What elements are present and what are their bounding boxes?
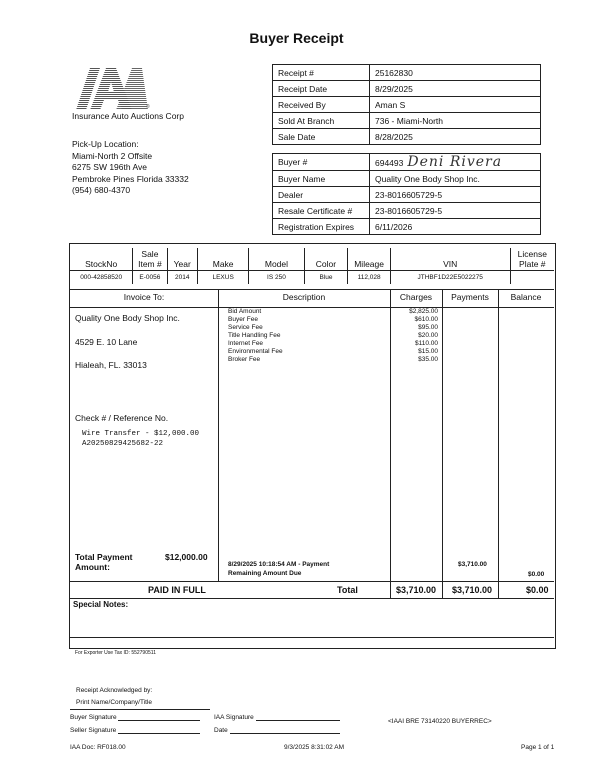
buyer-name: Quality One Body Shop Inc. bbox=[370, 171, 541, 187]
fee-row bbox=[228, 324, 438, 332]
pickup-line3: Pembroke Pines Florida 33332 bbox=[72, 173, 189, 184]
col-year: Year bbox=[167, 248, 197, 271]
page-number: Page 1 of 1 bbox=[521, 744, 555, 751]
sale-item: E-0056 bbox=[133, 271, 167, 285]
seller-signature-label: Seller Signature bbox=[70, 727, 117, 734]
pickup-location bbox=[72, 139, 189, 197]
buyer-signature-line bbox=[118, 720, 200, 721]
fee-amount: $2,825.00 bbox=[409, 308, 438, 315]
invoice-name: Quality One Body Shop Inc. bbox=[75, 313, 180, 323]
printed-date: 9/3/2025 8:31:02 AM bbox=[284, 744, 344, 751]
export-label: For Exporter Use Tax ID: 552790511 bbox=[75, 650, 156, 656]
fee-amount: $610.00 bbox=[414, 316, 438, 323]
reg-exp: 6/11/2026 bbox=[370, 219, 541, 235]
vehicle-table bbox=[70, 248, 554, 284]
col-make: Make bbox=[197, 248, 248, 271]
total-payments: $3,710.00 bbox=[452, 585, 493, 595]
plate bbox=[510, 271, 554, 285]
reg-exp-label: Registration Expires bbox=[273, 219, 370, 235]
payment-amount: $3,710.00 bbox=[458, 561, 487, 568]
iaa-logo bbox=[72, 64, 152, 112]
seller-signature-line bbox=[118, 733, 200, 734]
col-mileage: Mileage bbox=[348, 248, 391, 271]
buyer-info-table bbox=[272, 153, 541, 235]
fee-description: Internet Fee bbox=[228, 340, 264, 347]
fee-description: Buyer Fee bbox=[228, 316, 258, 323]
divider bbox=[442, 289, 443, 598]
divider bbox=[70, 637, 554, 638]
fee-description: Title Handling Fee bbox=[228, 332, 281, 339]
stock-no: 000-42858520 bbox=[70, 271, 133, 285]
mileage: 112,028 bbox=[348, 271, 391, 285]
check-label: Check # / Reference No. bbox=[75, 413, 169, 423]
buyer-no: 694493 bbox=[375, 158, 404, 168]
fee-description: Environmental Fee bbox=[228, 348, 283, 355]
page-title: Buyer Receipt bbox=[249, 30, 344, 46]
receipt-date-label: Receipt Date bbox=[273, 81, 370, 97]
resale-label: Resale Certificate # bbox=[273, 203, 370, 219]
iaa-signature-label: IAA Signature bbox=[214, 714, 254, 721]
invoice-address2: Hialeah, FL. 33013 bbox=[75, 360, 147, 370]
document-code: <IAAI BRE 73140220 BUYERREC> bbox=[388, 718, 492, 725]
date-line bbox=[230, 733, 340, 734]
buyer-name-label: Buyer Name bbox=[273, 171, 370, 187]
special-notes-label: Special Notes: bbox=[73, 600, 129, 609]
fee-description: Broker Fee bbox=[228, 356, 261, 363]
received-by-label: Received By bbox=[273, 97, 370, 113]
year: 2014 bbox=[167, 271, 197, 285]
received-by: Aman S bbox=[370, 97, 541, 113]
fee-amount: $110.00 bbox=[414, 340, 438, 347]
reference-line2: A20250829425682-22 bbox=[82, 440, 164, 448]
col-payments: Payments bbox=[451, 292, 489, 302]
total-balance: $0.00 bbox=[526, 585, 549, 595]
resale: 23-8016605729-5 bbox=[370, 203, 541, 219]
sale-date-label: Sale Date bbox=[273, 129, 370, 145]
fee-description: Service Fee bbox=[228, 324, 263, 331]
sold-at-label: Sold At Branch bbox=[273, 113, 370, 129]
sold-at: 736 - Miami-North bbox=[370, 113, 541, 129]
invoice-address1: 4529 E. 10 Lane bbox=[75, 337, 138, 347]
col-invoice-to: Invoice To: bbox=[123, 292, 165, 302]
fee-amount: $95.00 bbox=[418, 324, 438, 331]
iaa-signature-line bbox=[256, 720, 340, 721]
buyer-no-label: Buyer # bbox=[273, 154, 370, 171]
fee-amount: $15.00 bbox=[418, 348, 438, 355]
buyer-signature-label: Buyer Signature bbox=[70, 714, 117, 721]
pickup-phone: (954) 680-4370 bbox=[72, 185, 131, 195]
fee-amount: $20.00 bbox=[418, 332, 438, 339]
fee-row bbox=[228, 316, 438, 324]
col-plate: License Plate # bbox=[510, 248, 554, 271]
sale-date: 8/28/2025 bbox=[370, 129, 541, 145]
make: LEXUS bbox=[197, 271, 248, 285]
fee-row bbox=[228, 340, 438, 348]
reference-line1: Wire Transfer - $12,000.00 bbox=[82, 430, 200, 438]
col-vin: VIN bbox=[390, 248, 510, 271]
pickup-line1: Miami-North 2 Offsite bbox=[72, 150, 153, 161]
date-label: Date bbox=[214, 727, 228, 734]
paid-in-full: PAID IN FULL bbox=[148, 585, 206, 595]
total-charges: $3,710.00 bbox=[396, 585, 437, 595]
col-model: Model bbox=[249, 248, 304, 271]
payment-line1: 8/29/2025 10:18:54 AM - Payment bbox=[228, 561, 330, 568]
fee-description: Bid Amount bbox=[228, 308, 262, 315]
receipt-no: 25162830 bbox=[370, 65, 541, 81]
ack-line2: Print Name/Company/Title bbox=[76, 699, 152, 706]
vin: JTHBF1D22E5022275 bbox=[390, 271, 510, 285]
remaining-balance: $0.00 bbox=[528, 571, 545, 578]
fee-amount: $35.00 bbox=[418, 356, 438, 363]
receipt-no-label: Receipt # bbox=[273, 65, 370, 81]
col-description: Description bbox=[282, 292, 326, 302]
model: IS 250 bbox=[249, 271, 304, 285]
col-sale-item: Sale Item # bbox=[133, 248, 167, 271]
divider bbox=[218, 289, 219, 581]
total-payment-label: Total Payment Amount: bbox=[75, 552, 133, 572]
fee-list bbox=[228, 308, 438, 364]
col-color: Color bbox=[304, 248, 348, 271]
col-stock: StockNo bbox=[85, 259, 118, 269]
company-name: Insurance Auto Auctions Corp bbox=[72, 111, 184, 121]
print-name-line bbox=[70, 709, 210, 710]
divider bbox=[498, 289, 499, 598]
doc-number: IAA Doc: RF018.00 bbox=[70, 744, 126, 751]
receipt-info-table bbox=[272, 64, 541, 145]
pickup-label: Pick-Up Location: bbox=[72, 139, 139, 149]
ack-line1: Receipt Acknowledged by: bbox=[76, 687, 153, 694]
fee-row bbox=[228, 348, 438, 356]
fee-row bbox=[228, 356, 438, 364]
color: Blue bbox=[304, 271, 348, 285]
buyer-signature: Deni Rivera bbox=[407, 154, 503, 170]
dealer-label: Dealer bbox=[273, 187, 370, 203]
total-label: Total bbox=[337, 585, 358, 595]
fee-row bbox=[228, 332, 438, 340]
total-payment-amount: $12,000.00 bbox=[165, 552, 208, 562]
pickup-line2: 6275 SW 196th Ave bbox=[72, 162, 147, 172]
col-charges: Charges bbox=[399, 292, 433, 302]
receipt-date: 8/29/2025 bbox=[370, 81, 541, 97]
fee-row bbox=[228, 308, 438, 316]
dealer: 23-8016605729-5 bbox=[370, 187, 541, 203]
svg-text:®: ® bbox=[146, 104, 150, 110]
payment-line2: Remaining Amount Due bbox=[228, 570, 302, 577]
col-balance: Balance bbox=[510, 292, 542, 302]
